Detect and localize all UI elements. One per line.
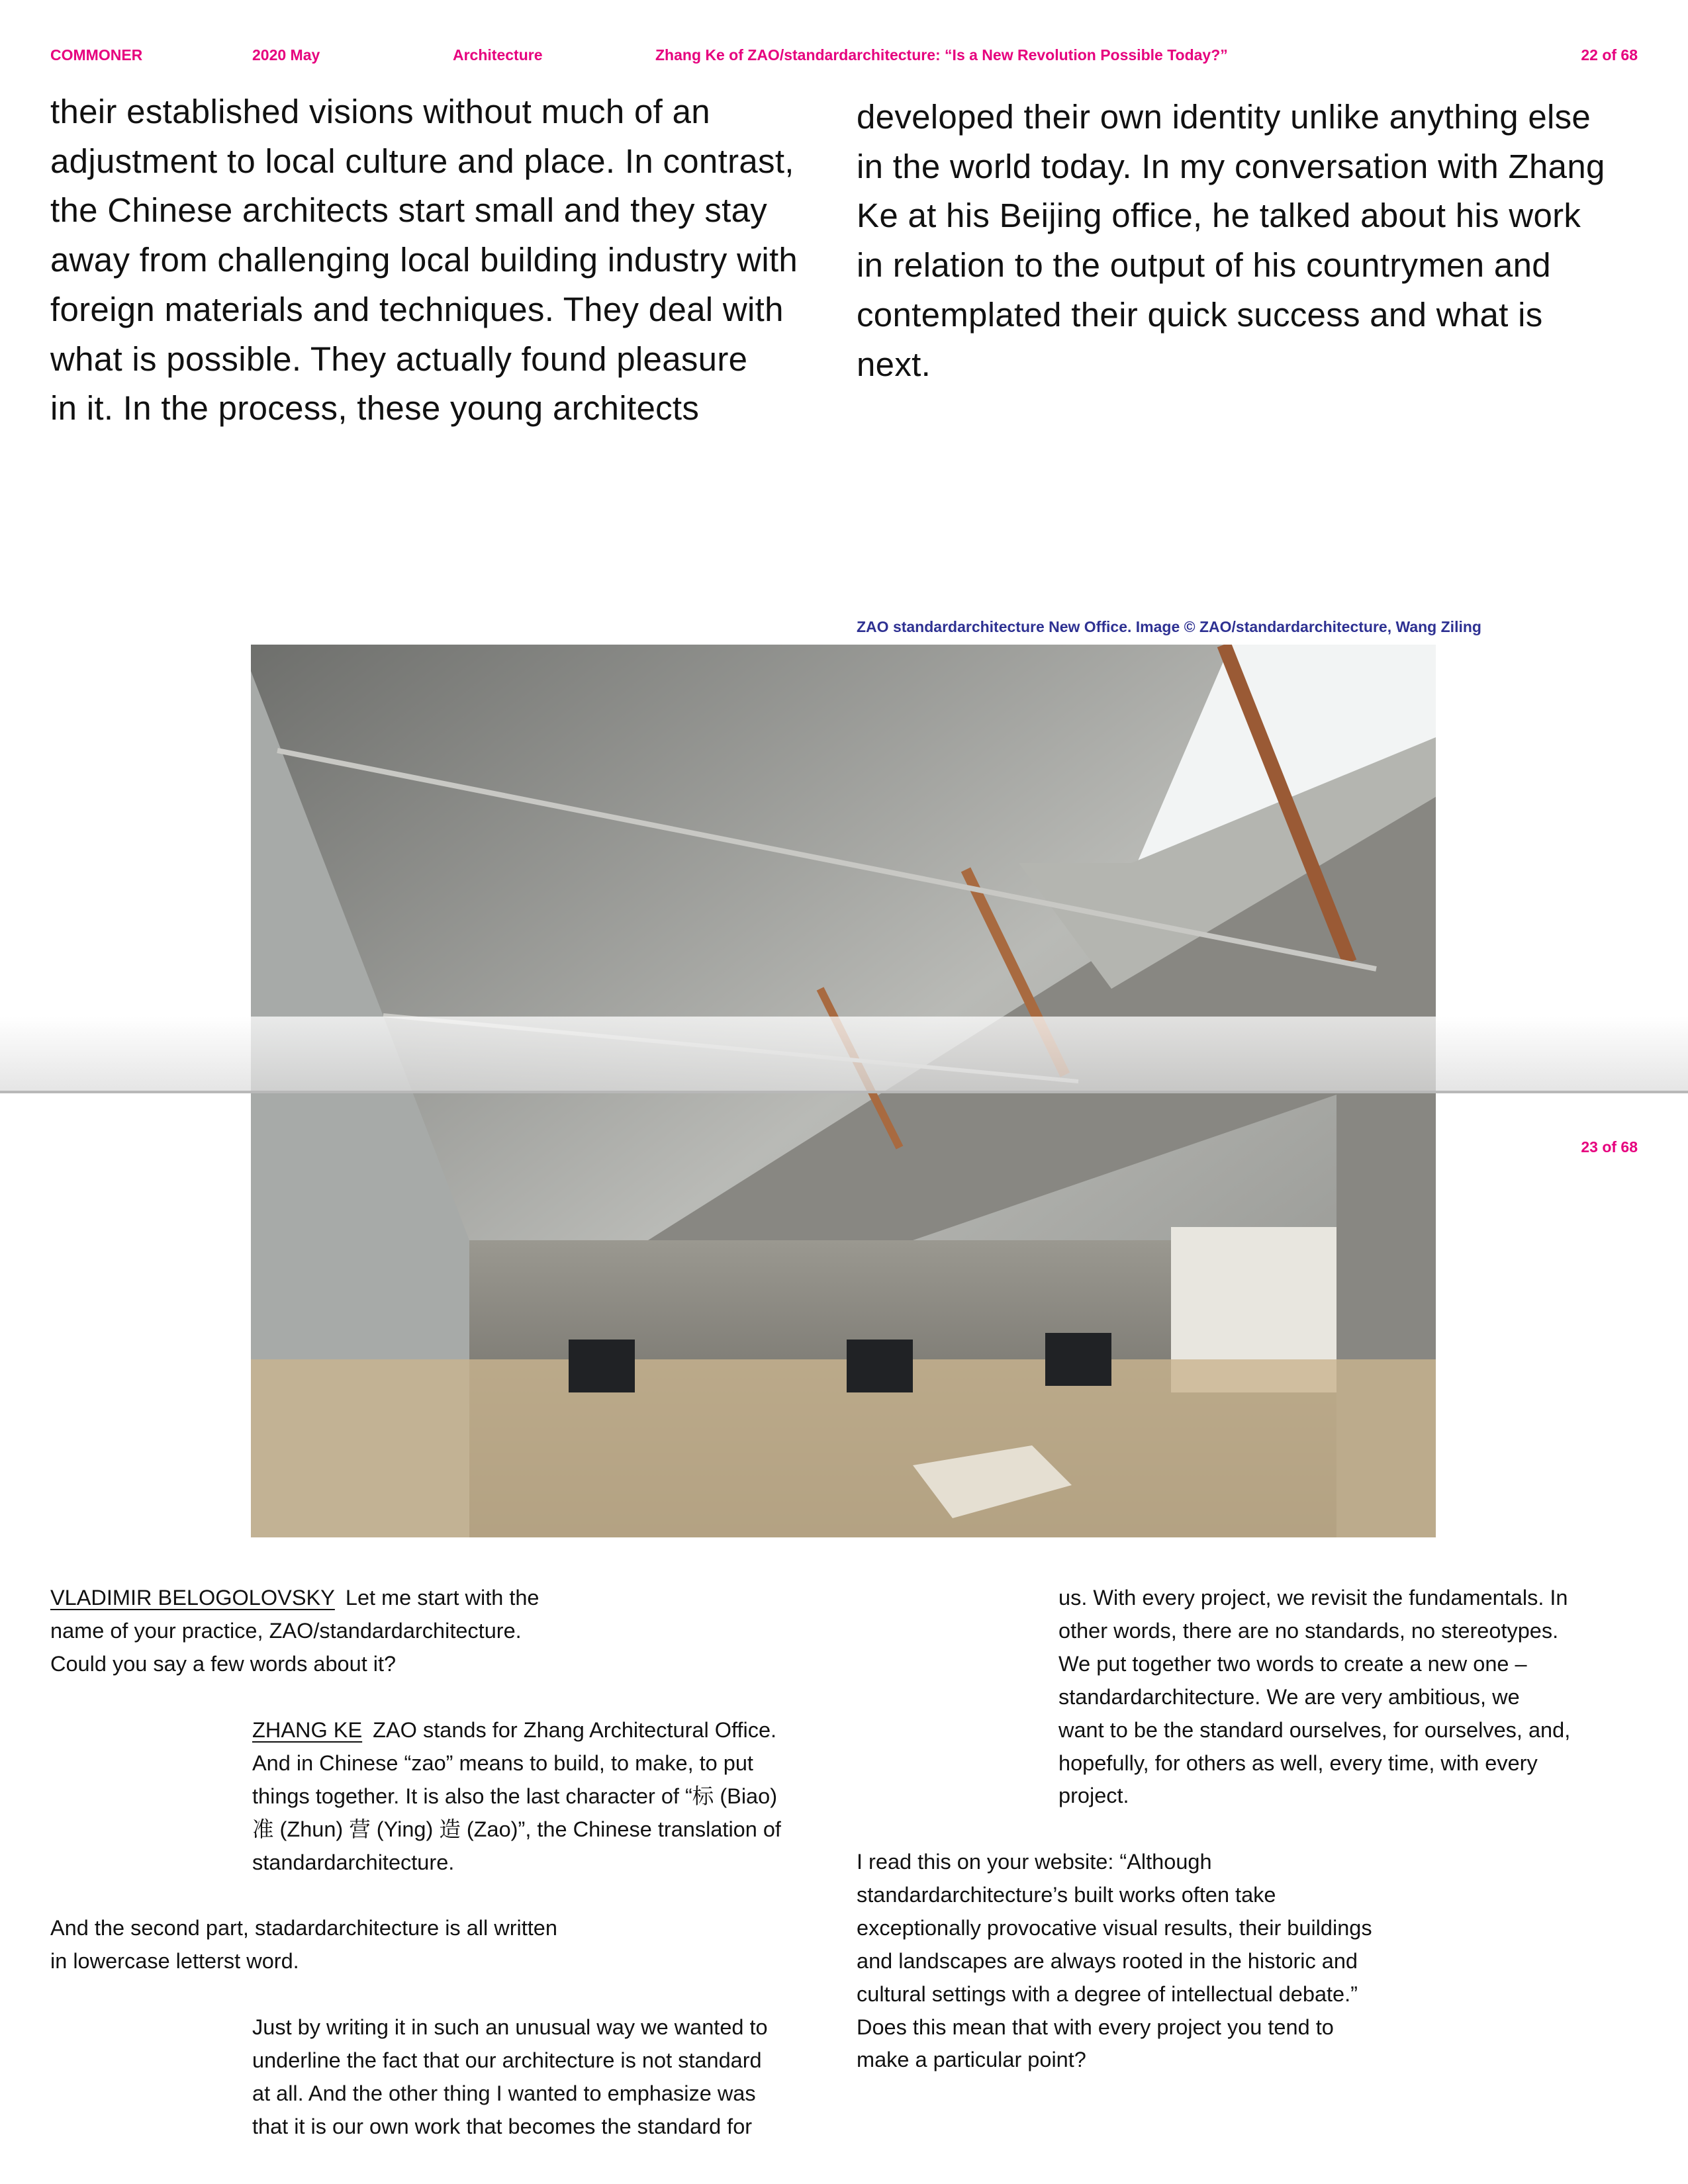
text-line: things together. It is also the last character of “标 (Biao) [252,1784,778,1808]
text-line: adjustment to local culture and place. In contrast, [50,142,794,180]
text-line: standardarchitecture’s built works often take [857,1882,1276,1907]
text-line: in the world today. In my conversation with Zhang [857,147,1605,185]
speaker-architect: ZHANG KE [252,1718,363,1742]
page-number-top: 22 of 68 [1581,46,1638,64]
text-line: what is possible. They actually found pleasure [50,340,748,378]
question-1-first-line: Let me start with the [345,1586,539,1610]
answer-1-body [252,1747,781,1880]
text-line: their established visions without much of an [50,93,710,130]
question-1-body [50,1615,539,1681]
page-number-bottom: 23 of 68 [1581,1138,1638,1156]
text-line: cultural settings with a degree of intellectual debate.” [857,1981,1358,2006]
text-line: We put together two words to create a new one – [1058,1651,1527,1676]
text-line: in lowercase letterst word. [50,1948,299,1973]
publication-name: COMMONER [50,46,143,64]
intro-left-column [50,87,798,433]
page-break-shadow [0,1017,1688,1092]
question-2 [50,1912,557,1978]
text-line: underline the fact that our architecture is not standard [252,2048,762,2072]
text-line: Does this mean that with every project you tend to [857,2015,1334,2039]
text-line: at all. And the other thing I wanted to emphasize was [252,2081,756,2105]
text-line: standardarchitecture. We are very ambitious, we [1058,1684,1520,1709]
text-line: Just by writing it in such an unusual way we wanted to [252,2015,768,2039]
intro-right-column [857,93,1605,389]
answer-2-continued [1058,1582,1570,1813]
text-line: and landscapes are always rooted in the historic and [857,1948,1358,1973]
text-line: project. [1058,1784,1129,1808]
text-line: exceptionally provocative visual results, their buildings [857,1915,1372,1940]
answer-1 [252,1714,781,1880]
text-line: make a particular point? [857,2048,1086,2072]
text-line: away from challenging local building industry with [50,241,798,279]
question-1 [50,1582,539,1681]
text-line: Could you say a few words about it? [50,1651,397,1676]
text-line: the Chinese architects start small and they stay [50,191,768,230]
text-line: standardarchitecture. [252,1850,455,1874]
answer-2 [252,2011,768,2144]
text-line: in relation to the output of his countrymen and [857,246,1551,285]
text-line: us. With every project, we revisit the fundamentals. In [1058,1586,1568,1610]
text-line: name of your practice, ZAO/standardarchitecture. [50,1618,522,1643]
text-line: And the second part, stadardarchitecture is all written [50,1916,557,1940]
question-3 [857,1846,1372,2077]
text-line: other words, there are no standards, no stereotypes. [1058,1618,1559,1643]
article-title: Zhang Ke of ZAO/standardarchitecture: “Is a New Revolution Possible Today?” [655,46,1228,64]
answer-1-first-line: ZAO stands for Zhang Architectural Office. [373,1718,777,1742]
text-line: developed their own identity unlike anything else [857,98,1591,136]
text-line: next. [857,345,931,383]
image-caption: ZAO standardarchitecture New Office. Image © ZAO/standardarchitecture, Wang Ziling [857,618,1481,635]
speaker-interviewer: VLADIMIR BELOGOLOVSKY [50,1586,335,1610]
text-line: Ke at his Beijing office, he talked about his work [857,197,1581,235]
page-divider [0,1091,1688,1093]
text-line: I read this on your website: “Although [857,1850,1212,1874]
text-line: And in Chinese “zao” means to build, to make, to put [252,1751,753,1775]
text-line: hopefully, for others as well, every time, with every [1058,1751,1538,1775]
text-line: 准 (Zhun) 营 (Ying) 造 (Zao)”, the Chinese translation of [252,1817,781,1841]
section-name: Architecture [453,46,543,64]
text-line: in it. In the process, these young architects [50,389,700,428]
text-line: want to be the standard ourselves, for ourselves, and, [1058,1717,1571,1742]
text-line: foreign materials and techniques. They deal with [50,290,784,328]
text-line: that it is our own work that becomes the standard for [252,2114,753,2138]
text-line: contemplated their quick success and what is [857,295,1543,334]
issue-date: 2020 May [252,46,320,64]
